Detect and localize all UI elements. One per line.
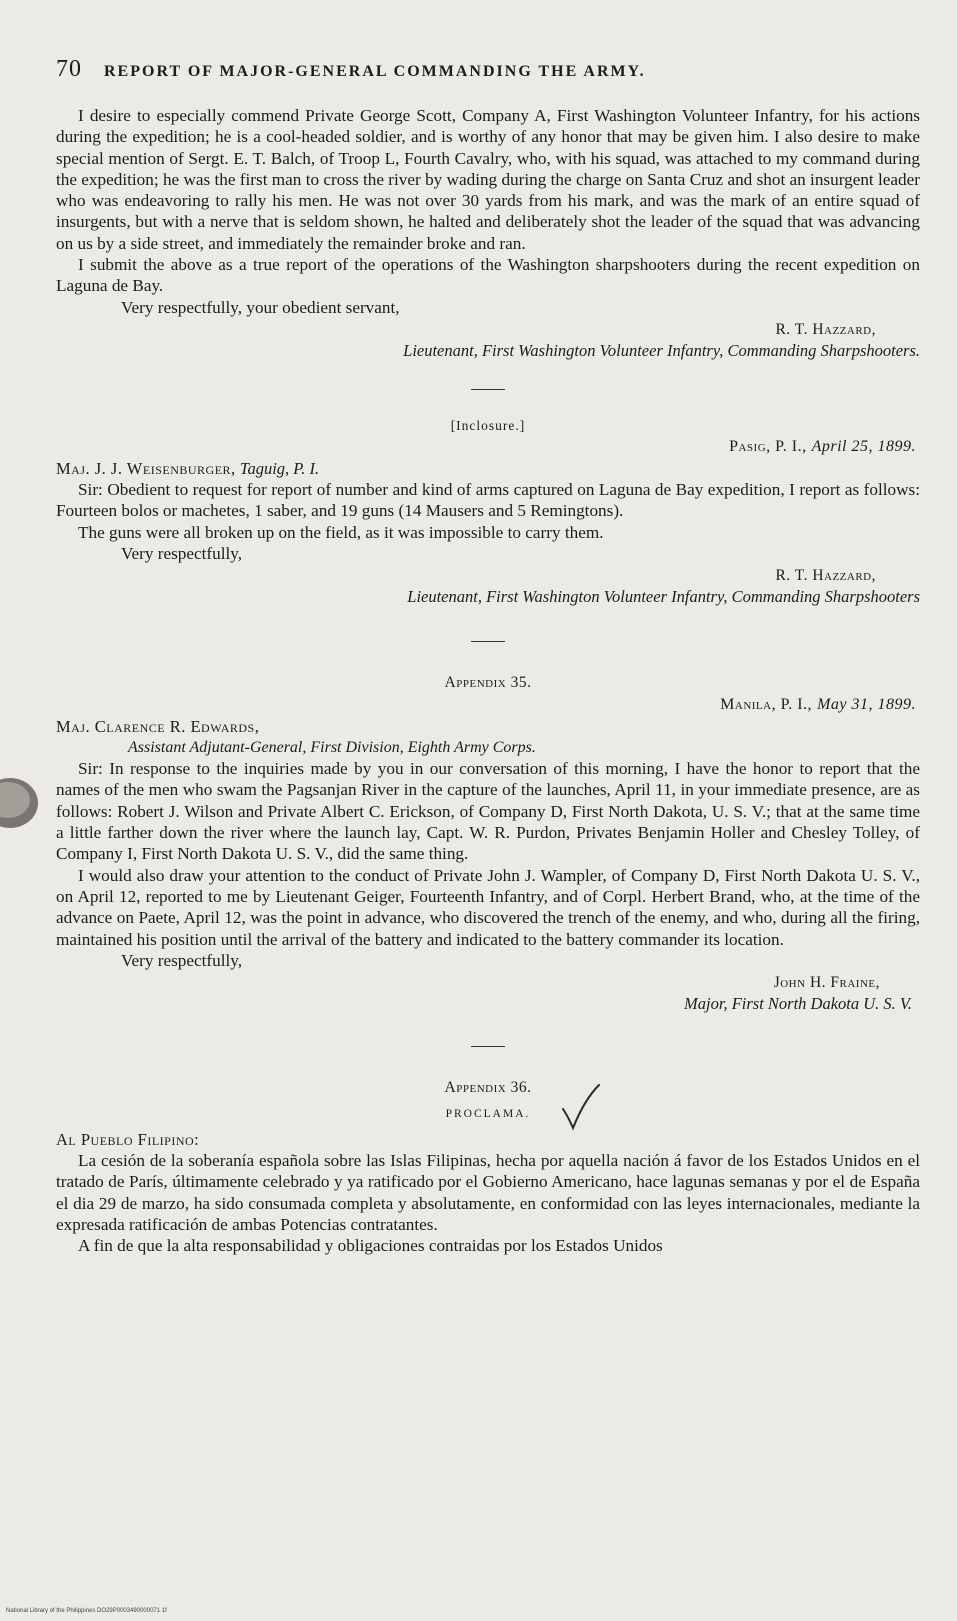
section-divider — [471, 389, 505, 390]
letter1-closing: Very respectfully, your obedient servant, — [121, 297, 400, 317]
letter2-closing: Very respectfully, — [121, 543, 243, 563]
appendix-35-title: Appendix 35. — [444, 674, 532, 692]
letter2-dateline-date: April 25, 1899. — [811, 437, 916, 455]
proclama-salutation: Al Pueblo Filipino: — [56, 1130, 200, 1150]
letter2-dateline — [56, 436, 916, 458]
appendix35-signer-title: Major, First North Dakota U. S. V. — [684, 994, 912, 1014]
letter2-signer-title: Lieutenant, First Washington Volunteer Infantry, Commanding Sharpshooters — [407, 587, 920, 607]
proclama-paragraph-2: A fin de que la alta responsabilidad y obligaciones contraidas por los Estados Unidos — [78, 1236, 663, 1256]
letter1-signer-title: Lieutenant, First Washington Volunteer Infantry, Commanding Sharpshooters. — [403, 340, 920, 360]
running-title: REPORT OF MAJOR-GENERAL COMMANDING THE ARMY. — [104, 63, 646, 80]
letter2-signer: R. T. Hazzard, — [775, 567, 876, 585]
letter2-addressee-place: Taguig, P. I. — [239, 458, 320, 478]
appendix35-paragraph-2: I would also draw your attention to the conduct of Private John J. Wampler, of Company D, First North Dakota U. S. V., on April 12, reported to me by Lieutenant Geiger, Fourteenth Infantry, and of Corpl. Herbert Brand, who, at the time of the advance on Paete, April 12, was the point in advance, who discovered the trench of the enemy, and who, during all the firing, maintained his position until the arrival of the battery and indicated to the battery commander its location. — [56, 865, 920, 949]
letter1-paragraph-2: I submit the above as a true report of the operations of the Washington sharpshooters during the recent expedition on Laguna de Bay. — [56, 255, 920, 296]
appendix35-dateline-date: May 31, 1899. — [817, 696, 916, 714]
letter2-paragraph-2: The guns were all broken up on the field, as it was impossible to carry them. — [78, 522, 604, 542]
section-divider — [471, 641, 505, 642]
appendix-36-title: Appendix 36. — [444, 1079, 532, 1097]
handwritten-check-mark — [561, 1083, 601, 1131]
running-header — [56, 56, 920, 83]
scanner-thumb-shadow — [0, 776, 40, 830]
scan-footer: National Library of the Philippines DO29P0003490000071 1f — [6, 1608, 167, 1614]
inclosure-label: [Inclosure.] — [450, 417, 526, 433]
letter2-paragraph-1: Sir: Obedient to request for report of number and kind of arms captured on Laguna de Bay expedition, I report as follows: Fourteen bolos or machetes, 1 saber, and 19 guns (14 Mausers and 5 Remingtons). — [56, 479, 920, 521]
proclama-title: PROCLAMA. — [445, 1108, 531, 1121]
letter1-signer: R. T. Hazzard, — [775, 320, 876, 338]
appendix35-dateline — [56, 694, 916, 716]
appendix35-signer: John H. Fraine, — [773, 974, 880, 992]
page-number: 70 — [56, 56, 82, 82]
page-content — [56, 56, 920, 1257]
appendix35-paragraph-1: Sir: In response to the inquiries made by you in our conversation of this morning, I have the honor to report that the names of the men who swam the Pagsanjan River in the capture of the launches, April 11, in your immediate presence, are as follows: Robert J. Wilson and Private Albert C. Erickson, of Company D, First North Dakota, U. S. V.; that at the same time a little farther down the river where the launch lay, Capt. W. R. Purdon, Privates Benjamin Holler and Chesley Tolley, of Company I, First North Dakota U. S. V., did the same thing. — [56, 759, 920, 864]
letter2-addressee — [56, 458, 920, 479]
proclama-heading-row — [56, 1099, 920, 1129]
letter2-addressee-name: Maj. J. J. Weisenburger, — [56, 458, 236, 478]
proclama-paragraph-1: La cesión de la soberanía española sobre las Islas Filipinas, hecha por aquella nación á favor de los Estados Unidos en el tratado de París, últimamente celebrado y ya ratificado por el Gobierno Americano, hace lagunas semanas y por el de España el dia 29 de marzo, ha sido consumada completa y absolutamente, en conformidad con las leyes internacionales, mediante la expresada ratificación de ambas Potencias contratantes. — [56, 1151, 920, 1235]
appendix35-closing: Very respectfully, — [121, 950, 243, 970]
letter1-paragraph-1: I desire to especially commend Private George Scott, Company A, First Washington Volunteer Infantry, for his actions during the expedition; he is a cool-headed soldier, and is worthy of any honor that may be given him. I also desire to make special mention of Sergt. E. T. Balch, of Troop L, Fourth Cavalry, who, with his squad, was attached to my command during the expedition; he was the first man to cross the river by wading during the charge on Santa Cruz and shot an insurgent leader who was endeavoring to rally his men. He was not over 30 yards from his mark, and was the mark of an entire squad of insurgents, but with a nerve that is seldom shown, he halted and deliberately shot the leader of the squad that was advancing on us by a side street, and immediately the remainder broke and ran. — [56, 106, 920, 253]
appendix35-addressee-name: Maj. Clarence R. Edwards, — [56, 717, 260, 737]
letter2-dateline-place: Pasig, P. I., — [729, 437, 807, 455]
appendix35-addressee-title: Assistant Adjutant-General, First Division, Eighth Army Corps. — [128, 739, 536, 757]
section-divider — [471, 1046, 505, 1047]
appendix35-dateline-place: Manila, P. I., — [720, 696, 813, 714]
